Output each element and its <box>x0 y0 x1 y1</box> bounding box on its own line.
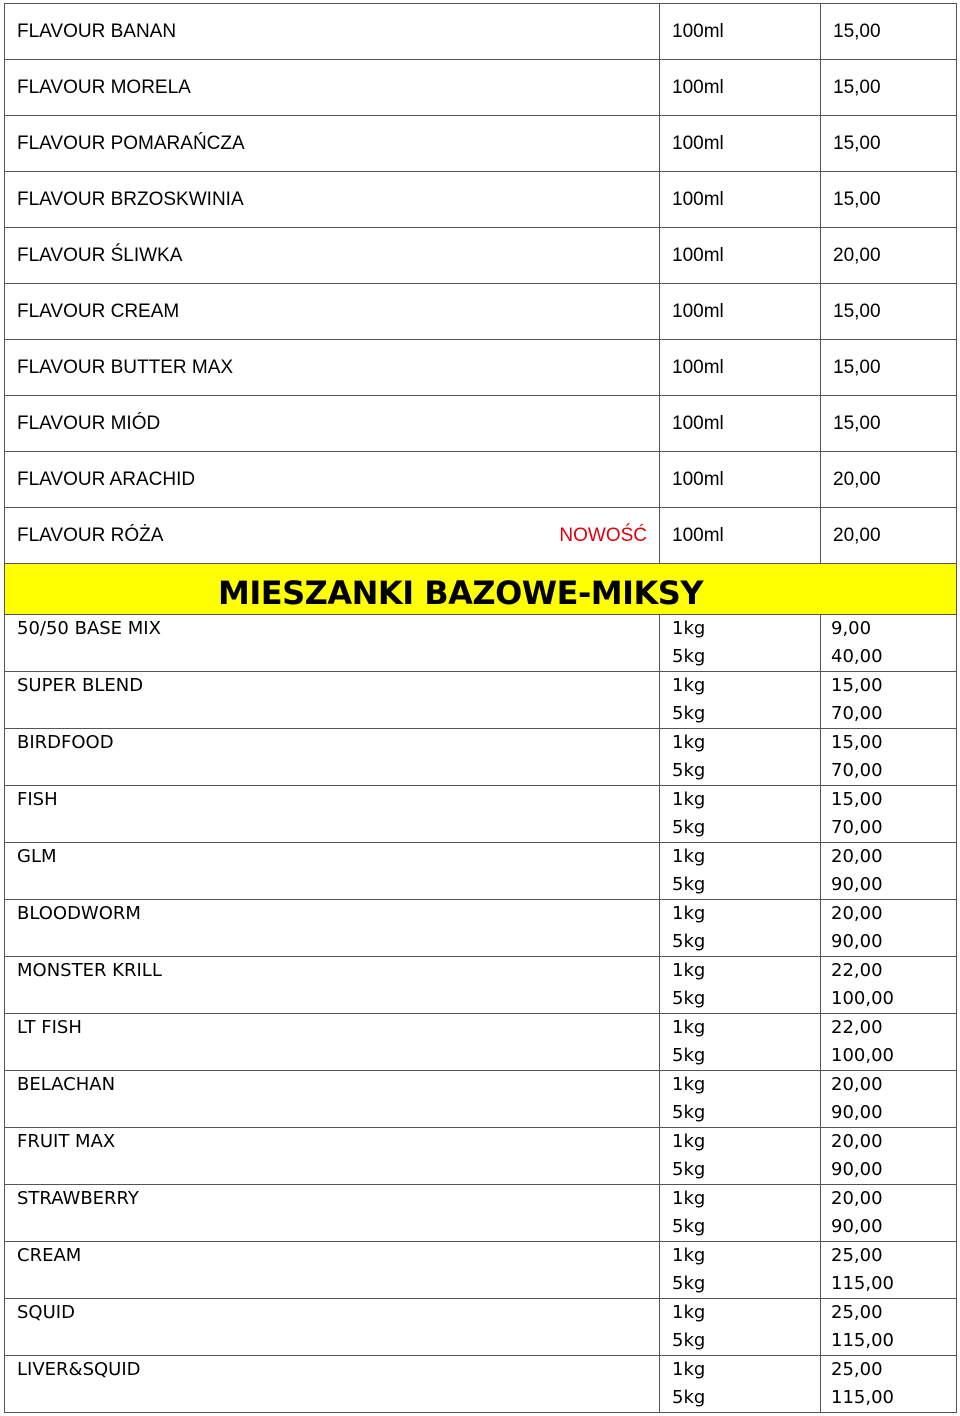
mix-price-large: 70,00 <box>831 817 883 838</box>
product-name-cell <box>5 172 660 228</box>
product-name-cell <box>5 4 660 60</box>
product-size: 100ml <box>660 284 821 340</box>
product-size: 100ml <box>660 116 821 172</box>
mix-prices <box>821 900 957 957</box>
mix-row <box>5 1014 957 1071</box>
mix-price-large: 70,00 <box>831 760 883 781</box>
product-price: 15,00 <box>821 4 957 60</box>
mix-prices <box>821 615 957 672</box>
mix-sizes <box>660 615 821 672</box>
mix-size-small: 1kg <box>672 618 706 639</box>
mix-prices <box>821 1299 957 1356</box>
mix-row <box>5 1242 957 1299</box>
mix-price-large: 100,00 <box>831 988 894 1009</box>
mix-size-small: 1kg <box>672 1074 706 1095</box>
mix-sizes <box>660 1071 821 1128</box>
product-size: 100ml <box>660 396 821 452</box>
mix-sizes <box>660 672 821 729</box>
mix-price-large: 90,00 <box>831 1216 883 1237</box>
mix-prices <box>821 1128 957 1185</box>
mix-price-small: 25,00 <box>831 1245 883 1266</box>
mix-price-large: 115,00 <box>831 1330 894 1351</box>
mix-price-large: 115,00 <box>831 1387 894 1408</box>
mix-prices <box>821 1071 957 1128</box>
product-name-cell <box>5 340 660 396</box>
mix-prices <box>821 957 957 1014</box>
product-name: FLAVOUR BRZOSKWINIA <box>17 189 244 210</box>
mix-price-large: 90,00 <box>831 1159 883 1180</box>
mix-size-small: 1kg <box>672 1188 706 1209</box>
mix-name: 50/50 BASE MIX <box>5 615 660 672</box>
mix-sizes <box>660 729 821 786</box>
mix-price-small: 15,00 <box>831 732 883 753</box>
product-price: 15,00 <box>821 396 957 452</box>
mix-size-small: 1kg <box>672 1302 706 1323</box>
mix-name: BIRDFOOD <box>5 729 660 786</box>
mix-size-small: 1kg <box>672 732 706 753</box>
mix-price-large: 115,00 <box>831 1273 894 1294</box>
mix-name: CREAM <box>5 1242 660 1299</box>
mix-name: GLM <box>5 843 660 900</box>
mix-prices <box>821 843 957 900</box>
product-name-cell <box>5 60 660 116</box>
mix-sizes <box>660 1128 821 1185</box>
mix-price-small: 20,00 <box>831 1131 883 1152</box>
price-list-table <box>4 3 957 1413</box>
mix-size-large: 5kg <box>672 1102 706 1123</box>
mix-row <box>5 843 957 900</box>
product-size: 100ml <box>660 452 821 508</box>
mix-sizes <box>660 1299 821 1356</box>
mix-size-small: 1kg <box>672 846 706 867</box>
mix-size-small: 1kg <box>672 1017 706 1038</box>
mix-price-small: 9,00 <box>831 618 872 639</box>
mix-prices <box>821 1014 957 1071</box>
mix-size-large: 5kg <box>672 874 706 895</box>
flavour-row <box>5 508 957 564</box>
product-size: 100ml <box>660 508 821 564</box>
product-price: 15,00 <box>821 60 957 116</box>
product-name-cell <box>5 228 660 284</box>
product-price: 20,00 <box>821 452 957 508</box>
mix-prices <box>821 1185 957 1242</box>
product-name-cell <box>5 116 660 172</box>
product-price: 15,00 <box>821 284 957 340</box>
product-name: FLAVOUR RÓŻA <box>17 525 164 546</box>
product-name-cell <box>5 452 660 508</box>
product-size: 100ml <box>660 172 821 228</box>
mix-sizes <box>660 1356 821 1413</box>
mix-section <box>5 615 957 1413</box>
mix-price-large: 90,00 <box>831 1102 883 1123</box>
mix-size-large: 5kg <box>672 1045 706 1066</box>
product-size: 100ml <box>660 4 821 60</box>
product-name: FLAVOUR BUTTER MAX <box>17 357 234 378</box>
flavour-row <box>5 228 957 284</box>
product-name-cell <box>5 396 660 452</box>
flavour-row <box>5 60 957 116</box>
mix-price-small: 20,00 <box>831 1074 883 1095</box>
mix-section-header <box>5 564 957 615</box>
product-name: FLAVOUR MORELA <box>17 77 191 98</box>
mix-name: SQUID <box>5 1299 660 1356</box>
mix-size-large: 5kg <box>672 931 706 952</box>
flavour-row <box>5 396 957 452</box>
section-header-row <box>5 564 957 615</box>
mix-size-small: 1kg <box>672 903 706 924</box>
mix-size-small: 1kg <box>672 960 706 981</box>
product-price: 15,00 <box>821 172 957 228</box>
flavour-section <box>5 4 957 564</box>
product-name-cell <box>5 284 660 340</box>
mix-size-small: 1kg <box>672 675 706 696</box>
mix-size-small: 1kg <box>672 1359 706 1380</box>
product-name-cell <box>5 508 660 564</box>
mix-price-small: 20,00 <box>831 1188 883 1209</box>
mix-price-small: 20,00 <box>831 903 883 924</box>
mix-name: FISH <box>5 786 660 843</box>
mix-size-large: 5kg <box>672 1159 706 1180</box>
mix-prices <box>821 672 957 729</box>
mix-name: STRAWBERRY <box>5 1185 660 1242</box>
mix-row <box>5 729 957 786</box>
mix-name: FRUIT MAX <box>5 1128 660 1185</box>
mix-price-small: 25,00 <box>831 1359 883 1380</box>
mix-row <box>5 672 957 729</box>
mix-size-large: 5kg <box>672 988 706 1009</box>
mix-size-large: 5kg <box>672 646 706 667</box>
mix-sizes <box>660 1185 821 1242</box>
mix-price-large: 90,00 <box>831 874 883 895</box>
mix-size-small: 1kg <box>672 1245 706 1266</box>
product-name: FLAVOUR MIÓD <box>17 413 161 434</box>
mix-size-large: 5kg <box>672 1387 706 1408</box>
mix-prices <box>821 1242 957 1299</box>
mix-name: MONSTER KRILL <box>5 957 660 1014</box>
mix-price-large: 70,00 <box>831 703 883 724</box>
mix-prices <box>821 786 957 843</box>
mix-size-large: 5kg <box>672 703 706 724</box>
mix-name: LT FISH <box>5 1014 660 1071</box>
mix-sizes <box>660 900 821 957</box>
mix-price-large: 100,00 <box>831 1045 894 1066</box>
mix-name: BLOODWORM <box>5 900 660 957</box>
product-size: 100ml <box>660 60 821 116</box>
mix-sizes <box>660 957 821 1014</box>
mix-row <box>5 786 957 843</box>
mix-sizes <box>660 786 821 843</box>
flavour-row <box>5 340 957 396</box>
mix-name: BELACHAN <box>5 1071 660 1128</box>
product-size: 100ml <box>660 228 821 284</box>
product-name: FLAVOUR CREAM <box>17 301 180 322</box>
mix-row <box>5 1071 957 1128</box>
mix-row <box>5 900 957 957</box>
mix-price-large: 40,00 <box>831 646 883 667</box>
product-name: FLAVOUR ARACHID <box>17 469 196 490</box>
mix-row <box>5 1356 957 1413</box>
mix-price-small: 20,00 <box>831 846 883 867</box>
product-price: 20,00 <box>821 508 957 564</box>
section-title-cell <box>5 564 957 615</box>
mix-size-small: 1kg <box>672 1131 706 1152</box>
mix-row <box>5 1299 957 1356</box>
flavour-row <box>5 116 957 172</box>
mix-price-small: 25,00 <box>831 1302 883 1323</box>
mix-row <box>5 957 957 1014</box>
mix-sizes <box>660 1014 821 1071</box>
mix-name: LIVER&SQUID <box>5 1356 660 1413</box>
mix-name: SUPER BLEND <box>5 672 660 729</box>
mix-sizes <box>660 1242 821 1299</box>
new-badge: NOWOŚĆ <box>559 525 647 546</box>
mix-row <box>5 1185 957 1242</box>
mix-size-large: 5kg <box>672 1216 706 1237</box>
flavour-row <box>5 4 957 60</box>
mix-size-large: 5kg <box>672 817 706 838</box>
mix-size-large: 5kg <box>672 1330 706 1351</box>
mix-prices <box>821 1356 957 1413</box>
product-name: FLAVOUR POMARAŃCZA <box>17 133 245 154</box>
mix-size-large: 5kg <box>672 1273 706 1294</box>
product-name: FLAVOUR BANAN <box>17 21 177 42</box>
mix-size-large: 5kg <box>672 760 706 781</box>
flavour-row <box>5 452 957 508</box>
product-size: 100ml <box>660 340 821 396</box>
section-title: MIESZANKI BAZOWE-MIKSY <box>217 574 703 612</box>
mix-size-small: 1kg <box>672 789 706 810</box>
mix-price-small: 15,00 <box>831 675 883 696</box>
mix-price-small: 22,00 <box>831 960 883 981</box>
mix-sizes <box>660 843 821 900</box>
flavour-row <box>5 172 957 228</box>
mix-price-large: 90,00 <box>831 931 883 952</box>
mix-row <box>5 1128 957 1185</box>
flavour-row <box>5 284 957 340</box>
mix-price-small: 22,00 <box>831 1017 883 1038</box>
mix-prices <box>821 729 957 786</box>
product-name: FLAVOUR ŚLIWKA <box>17 245 183 266</box>
product-price: 15,00 <box>821 340 957 396</box>
product-price: 15,00 <box>821 116 957 172</box>
product-price: 20,00 <box>821 228 957 284</box>
mix-price-small: 15,00 <box>831 789 883 810</box>
mix-row <box>5 615 957 672</box>
